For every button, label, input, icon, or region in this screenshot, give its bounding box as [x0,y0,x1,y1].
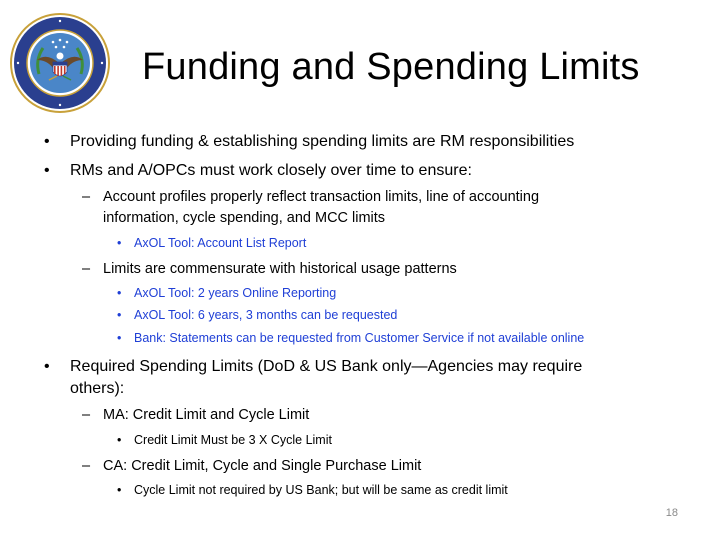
bullet-required-limits: Required Spending Limits (DoD & US Bank only—Agencies may require [70,358,583,375]
bullet-funding-responsibilities: Providing funding & establishing spending limits are RM responsibilities [70,133,575,150]
bullet-marker: • [44,133,50,150]
cycle-limit-note: Cycle Limit not required by US Bank; but will be same as credit limit [134,483,508,497]
sub-bullet-account-profiles-cont: information, cycle spending, and MCC limits [103,210,386,226]
bullet-marker: • [117,308,122,322]
bullet-marker: • [117,483,122,497]
bullet-marker: • [117,236,122,250]
tool-account-list-report: AxOL Tool: Account List Report [134,236,307,250]
bullet-marker: • [117,286,122,300]
dash-marker: – [82,407,91,423]
tool-online-reporting: AxOL Tool: 2 years Online Reporting [134,286,337,300]
tool-six-years: AxOL Tool: 6 years, 3 months can be requested [134,308,398,322]
sub-bullet-account-profiles: Account profiles properly reflect transaction limits, line of accounting [103,189,540,205]
bullet-marker: • [44,358,50,375]
bullet-rms-aopcs: RMs and A/OPCs must work closely over time to ensure: [70,162,472,179]
bullet-marker: • [44,162,50,179]
credit-limit-rule: Credit Limit Must be 3 X Cycle Limit [134,433,332,447]
bullet-marker: • [117,331,122,345]
sub-bullet-historical-usage: Limits are commensurate with historical usage patterns [103,261,457,277]
dash-marker: – [82,261,91,277]
slide-number: 18 [665,507,678,519]
bullet-required-limits-cont: others): [70,380,125,397]
bullet-marker: • [117,433,122,447]
page-title: Funding and Spending Limits [142,46,640,88]
sub-bullet-ca-limits: CA: Credit Limit, Cycle and Single Purchase Limit [103,458,422,474]
dash-marker: – [82,189,91,205]
sub-bullet-ma-limits: MA: Credit Limit and Cycle Limit [103,407,310,423]
bank-statements: Bank: Statements can be requested from Customer Service if not available online [134,331,585,345]
dash-marker: – [82,458,91,474]
